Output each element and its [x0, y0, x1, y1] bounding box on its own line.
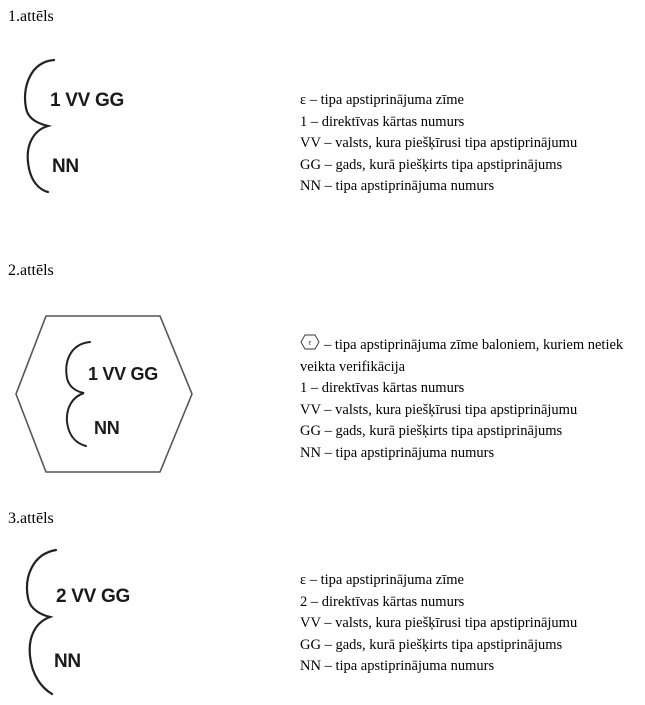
legend-hex-text: – tipa apstiprinājuma zīme baloniem, kuriem netiek veikta verifikācija: [300, 337, 624, 375]
figure-3-title: 3.attēls: [8, 510, 54, 527]
mark-approval-number: NN: [54, 651, 81, 672]
hexagon-outline: [14, 312, 194, 476]
mark-approval-number: NN: [94, 418, 120, 438]
mark-order-country-year: 1 VV GG: [50, 90, 124, 111]
legend-line: NN – tipa apstiprinājuma numurs: [300, 178, 495, 194]
legend-line: 1 – direktīvas kārtas numurs: [300, 380, 465, 396]
legend-line: 2 – direktīvas kārtas numurs: [300, 593, 465, 610]
mark-order-country-year: 1 VV GG: [88, 364, 158, 384]
legend-line-hex: [300, 334, 640, 378]
legend-line: NN – tipa apstiprinājuma numurs: [300, 658, 495, 674]
legend-line: VV – valsts, kura piešķīrusi tipa apstiprinājumu: [300, 615, 578, 631]
legend-line: ε – tipa apstiprinājuma zīme: [300, 92, 464, 108]
figure-2-legend: [300, 334, 640, 464]
hexagon-epsilon-icon: [300, 334, 320, 350]
figure-2-title: 2.attēls: [8, 262, 54, 279]
mark-approval-number: NN: [52, 156, 79, 177]
legend-line: VV – valsts, kura piešķīrusi tipa apstiprinājumu: [300, 135, 578, 151]
epsilon-mark-outline: [20, 548, 60, 698]
legend-line: NN – tipa apstiprinājuma numurs: [300, 444, 495, 461]
figure-1-legend: [300, 90, 577, 198]
legend-line: VV – valsts, kura piešķīrusi tipa apstiprinājumu: [300, 401, 578, 418]
legend-line: GG – gads, kurā piešķirts tipa apstiprinājums: [300, 636, 563, 653]
figure-3-legend: [300, 570, 577, 678]
epsilon-mark-outline: [60, 340, 94, 450]
legend-line: 1 – direktīvas kārtas numurs: [300, 113, 465, 130]
legend-line: GG – gads, kurā piešķirts tipa apstiprinājums: [300, 423, 563, 439]
legend-line: GG – gads, kurā piešķirts tipa apstiprinājums: [300, 156, 563, 173]
svg-text:ε: ε: [308, 338, 312, 347]
legend-line: ε – tipa apstiprinājuma zīme: [300, 572, 464, 588]
figure-1-title: 1.attēls: [8, 8, 54, 25]
mark-order-country-year: 2 VV GG: [56, 586, 130, 607]
